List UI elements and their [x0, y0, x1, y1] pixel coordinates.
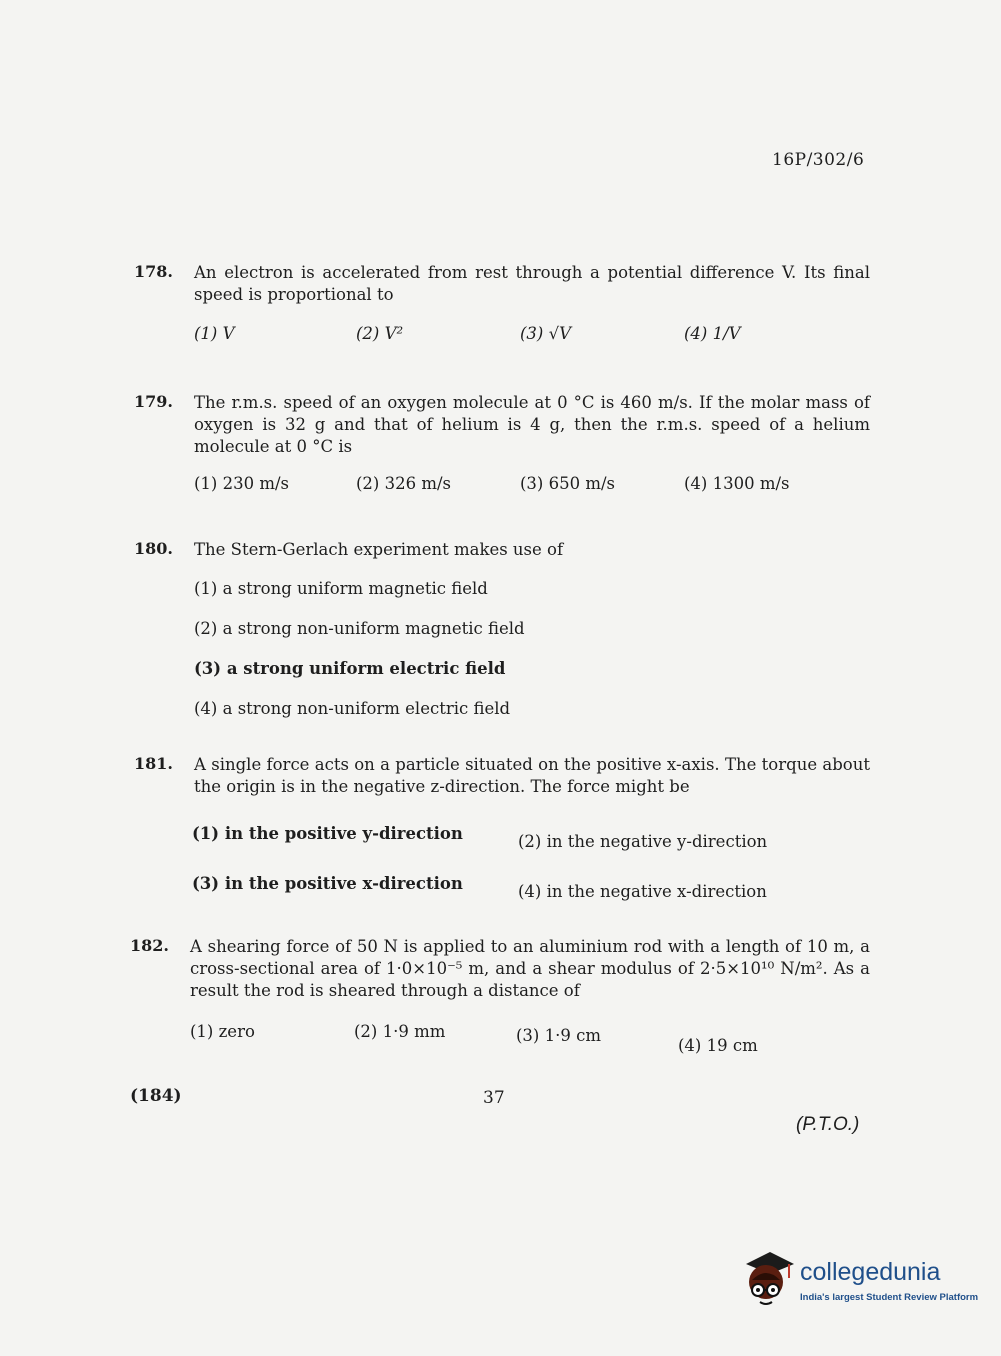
- question-number: 181.: [134, 754, 173, 773]
- option-2: (2) V²: [356, 324, 404, 343]
- booklet-number: (184): [130, 1086, 182, 1106]
- question-178: [134, 262, 870, 348]
- pto-note: (P.T.O.): [796, 1114, 860, 1135]
- brand-tagline: India's largest Student Review Platform: [800, 1292, 979, 1303]
- option-1: (1) zero: [190, 1022, 255, 1041]
- option-2: (2) in the negative y-direction: [518, 832, 768, 851]
- option-1: (1) a strong uniform magnetic field: [194, 579, 488, 598]
- question-text: The Stern-Gerlach experiment makes use of: [194, 540, 564, 559]
- question-number: 180.: [134, 539, 173, 558]
- option-3: (3) in the positive x-direction: [192, 874, 463, 893]
- option-3: (3) 1·9 cm: [516, 1026, 601, 1045]
- option-2: (2) a strong non-uniform magnetic field: [194, 619, 525, 638]
- option-4: (4) 1300 m/s: [684, 474, 790, 493]
- question-number: 182.: [130, 936, 169, 955]
- option-2: (2) 326 m/s: [356, 474, 452, 493]
- page-number: 37: [483, 1088, 505, 1108]
- option-3: (3) a strong uniform electric field: [194, 659, 506, 678]
- option-1: (1) in the positive y-direction: [192, 824, 463, 843]
- question-number: 179.: [134, 392, 173, 411]
- question-text: An electron is accelerated from rest through a potential difference V. Its final speed is proportional to: [194, 263, 870, 304]
- option-3: (3) √V: [520, 324, 572, 343]
- option-1: (1) V: [194, 324, 235, 343]
- brand-name: collegedunia: [800, 1258, 941, 1286]
- collegedunia-mascot-icon: [740, 1246, 796, 1312]
- collegedunia-watermark: [740, 1246, 979, 1316]
- question-182: [130, 936, 870, 1058]
- question-181: [134, 754, 870, 916]
- options: [134, 324, 870, 348]
- option-4: (4) 19 cm: [678, 1036, 758, 1055]
- question-text: The r.m.s. speed of an oxygen molecule at 0 °C is 460 m/s. If the molar mass of oxygen is 32 g and that of helium is 4 g, then the r.m.s. speed of a helium molecule at 0 °C is: [194, 393, 870, 456]
- option-3: (3) 650 m/s: [520, 474, 616, 493]
- options: [134, 816, 870, 916]
- question-text: A shearing force of 50 N is applied to an aluminium rod with a length of 10 m, a cross-sectional area of 1·0×10⁻⁵ m, and a shear modulus of 2·5×10¹⁰ N/m². As a result the rod is sheared through a distance of: [190, 937, 870, 1000]
- option-2: (2) 1·9 mm: [354, 1022, 446, 1041]
- option-4: (4) in the negative x-direction: [518, 882, 767, 901]
- question-180: [134, 539, 870, 737]
- paper-code: 16P/302/6: [772, 150, 865, 170]
- option-4: (4) 1/V: [684, 324, 741, 343]
- options: [130, 1022, 870, 1058]
- question-text: A single force acts on a particle situated on the positive x-axis. The torque about the origin is in the negative z-direction. The force might be: [194, 755, 870, 796]
- options: [194, 577, 870, 737]
- option-4: (4) a strong non-uniform electric field: [194, 699, 511, 718]
- options: [134, 474, 870, 498]
- option-1: (1) 230 m/s: [194, 474, 290, 493]
- question-number: 178.: [134, 262, 173, 281]
- question-179: [134, 392, 870, 498]
